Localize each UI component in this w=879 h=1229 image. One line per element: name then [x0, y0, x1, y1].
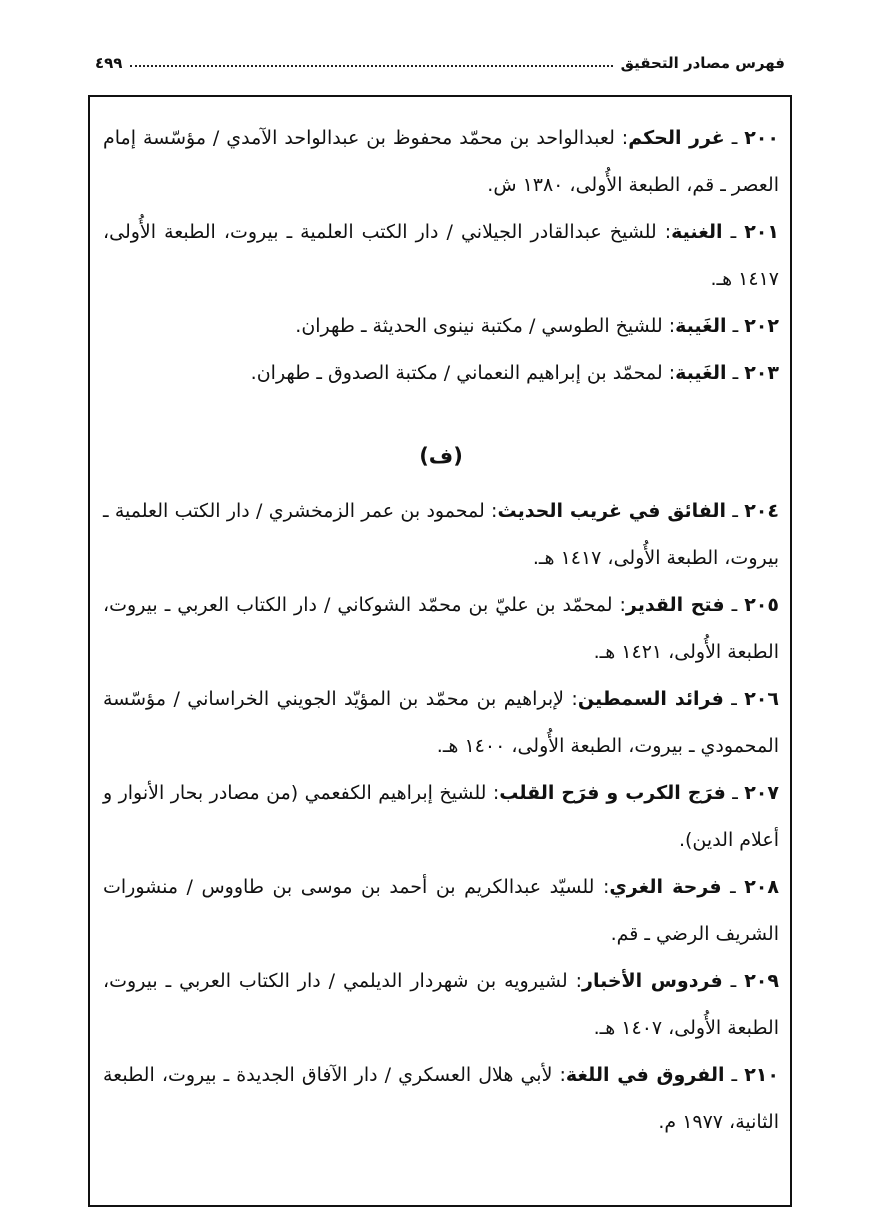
entry-title: فردوس الأخبار [582, 970, 723, 992]
entry-title: غرر الحكم [628, 127, 725, 149]
entry-details: : للشيخ الطوسي / مكتبة نينوى الحديثة ـ طهران. [295, 315, 676, 337]
entry-title: فرَج الكرب و فرَح القلب [499, 782, 726, 804]
entry-number: ٢١٠ [744, 1064, 779, 1086]
entry-details: : لشيرويه بن شهردار الديلمي / دار الكتاب العربي ـ بيروت، الطبعة الأُولى، ١٤٠٧ هـ. [103, 970, 779, 1039]
bibliography-entry: ٢٠١ ـ الغنية: للشيخ عبدالقادر الجيلاني / دار الكتب العلمية ـ بيروت، الطبعة الأُولى، ١٤١٧ هـ. [103, 221, 779, 290]
bibliography-entry: ٢٠٦ ـ فرائد السمطين: لإبراهيم بن محمّد بن المؤيّد الجويني الخراساني / مؤسّسة المحمودي ـ بيروت، الطبعة الأُولى، ١٤٠٠ هـ. [103, 688, 779, 757]
bibliography-entry: ٢٠٢ ـ الغَيبة: للشيخ الطوسي / مكتبة نينوى الحديثة ـ طهران. [295, 315, 779, 337]
bibliography-entry: ٢١٠ ـ الفروق في اللغة: لأبي هلال العسكري / دار الآفاق الجديدة ـ بيروت، الطبعة الثانية، ١٩٧٧ م. [103, 1064, 779, 1133]
bibliography-entry: ٢٠٨ ـ فرحة الغري: للسيّد عبدالكريم بن أحمد بن موسى بن طاووس / منشورات الشريف الرضي ـ قم. [103, 876, 779, 945]
entry-number: ٢٠٢ [744, 315, 779, 337]
entry-title: فرحة الغري [609, 876, 722, 898]
entry-number: ٢٠٨ [744, 876, 779, 898]
entry-title: الغنية [671, 221, 723, 243]
entry-details: : لأبي هلال العسكري / دار الآفاق الجديدة ـ بيروت، الطبعة الثانية، ١٩٧٧ م. [103, 1064, 779, 1133]
bibliography-list [103, 115, 779, 1146]
entry-details: : لإبراهيم بن محمّد بن المؤيّد الجويني الخراساني / مؤسّسة المحمودي ـ بيروت، الطبعة الأُولى، ١٤٠٠ هـ. [103, 688, 779, 757]
entry-number: ٢٠١ [744, 221, 779, 243]
bibliography-entry: ٢٠٧ ـ فرَج الكرب و فرَح القلب: للشيخ إبراهيم الكفعمي (من مصادر بحار الأنوار و أعلام الدين). [103, 782, 779, 851]
entry-title: فرائد السمطين [577, 688, 724, 710]
dotted-leader [130, 65, 612, 67]
entry-number: ٢٠٩ [744, 970, 779, 992]
bibliography-entry: ٢٠٤ ـ الفائق في غريب الحديث: لمحمود بن عمر الزمخشري / دار الكتب العلمية ـ بيروت، الطبعة الأُولى، ١٤١٧ هـ. [103, 500, 779, 569]
entry-details: : للسيّد عبدالكريم بن أحمد بن موسى بن طاووس / منشورات الشريف الرضي ـ قم. [103, 876, 779, 945]
entry-number: ٢٠٤ [744, 500, 779, 522]
page-number: ٤٩٩ [95, 54, 123, 72]
entry-title: فتح القدير [625, 594, 725, 616]
section-heading-letter: (ف) [419, 444, 463, 468]
entry-details: : للشيخ عبدالقادر الجيلاني / دار الكتب العلمية ـ بيروت، الطبعة الأُولى، ١٤١٧ هـ. [103, 221, 779, 290]
bibliography-entry: ٢٠٣ ـ الغَيبة: لمحمّد بن إبراهيم النعماني / مكتبة الصدوق ـ طهران. [250, 362, 779, 384]
entry-number: ٢٠٧ [744, 782, 779, 804]
entry-number: ٢٠٥ [744, 594, 779, 616]
page-header [95, 50, 785, 76]
bibliography-entry: ٢٠٥ ـ فتح القدير: لمحمّد بن عليّ بن محمّد الشوكاني / دار الكتاب العربي ـ بيروت، الطبعة الأُولى، ١٤٢١ هـ. [103, 594, 779, 663]
entry-number: ٢٠٦ [744, 688, 779, 710]
entry-details: : للشيخ إبراهيم الكفعمي (من مصادر بحار الأنوار و أعلام الدين). [103, 782, 779, 851]
entry-title: الفروق في اللغة [565, 1064, 725, 1086]
entry-details: : لعبدالواحد بن محمّد محفوظ بن عبدالواحد الآمدي / مؤسّسة إمام العصر ـ قم، الطبعة الأُولى، ١٣٨٠ ش. [103, 127, 779, 196]
entry-details: : لمحمّد بن عليّ بن محمّد الشوكاني / دار الكتاب العربي ـ بيروت، الطبعة الأُولى، ١٤٢١ هـ. [103, 594, 779, 663]
entry-title: الغَيبة [675, 362, 727, 384]
bibliography-entry: ٢٠٠ ـ غرر الحكم: لعبدالواحد بن محمّد محفوظ بن عبدالواحد الآمدي / مؤسّسة إمام العصر ـ قم، الطبعة الأُولى، ١٣٨٠ ش. [103, 127, 779, 196]
entry-details: : لمحمود بن عمر الزمخشري / دار الكتب العلمية ـ بيروت، الطبعة الأُولى، ١٤١٧ هـ. [103, 500, 779, 569]
entry-title: الفائق في غريب الحديث [497, 500, 727, 522]
entry-title: الغَيبة [675, 315, 727, 337]
entry-number: ٢٠٠ [744, 127, 779, 149]
running-title: فهرس مصادر التحقيق [620, 54, 785, 72]
entry-details: : لمحمّد بن إبراهيم النعماني / مكتبة الصدوق ـ طهران. [250, 362, 676, 384]
entry-number: ٢٠٣ [744, 362, 779, 384]
bibliography-entry: ٢٠٩ ـ فردوس الأخبار: لشيرويه بن شهردار الديلمي / دار الكتاب العربي ـ بيروت، الطبعة الأُولى، ١٤٠٧ هـ. [103, 970, 779, 1039]
